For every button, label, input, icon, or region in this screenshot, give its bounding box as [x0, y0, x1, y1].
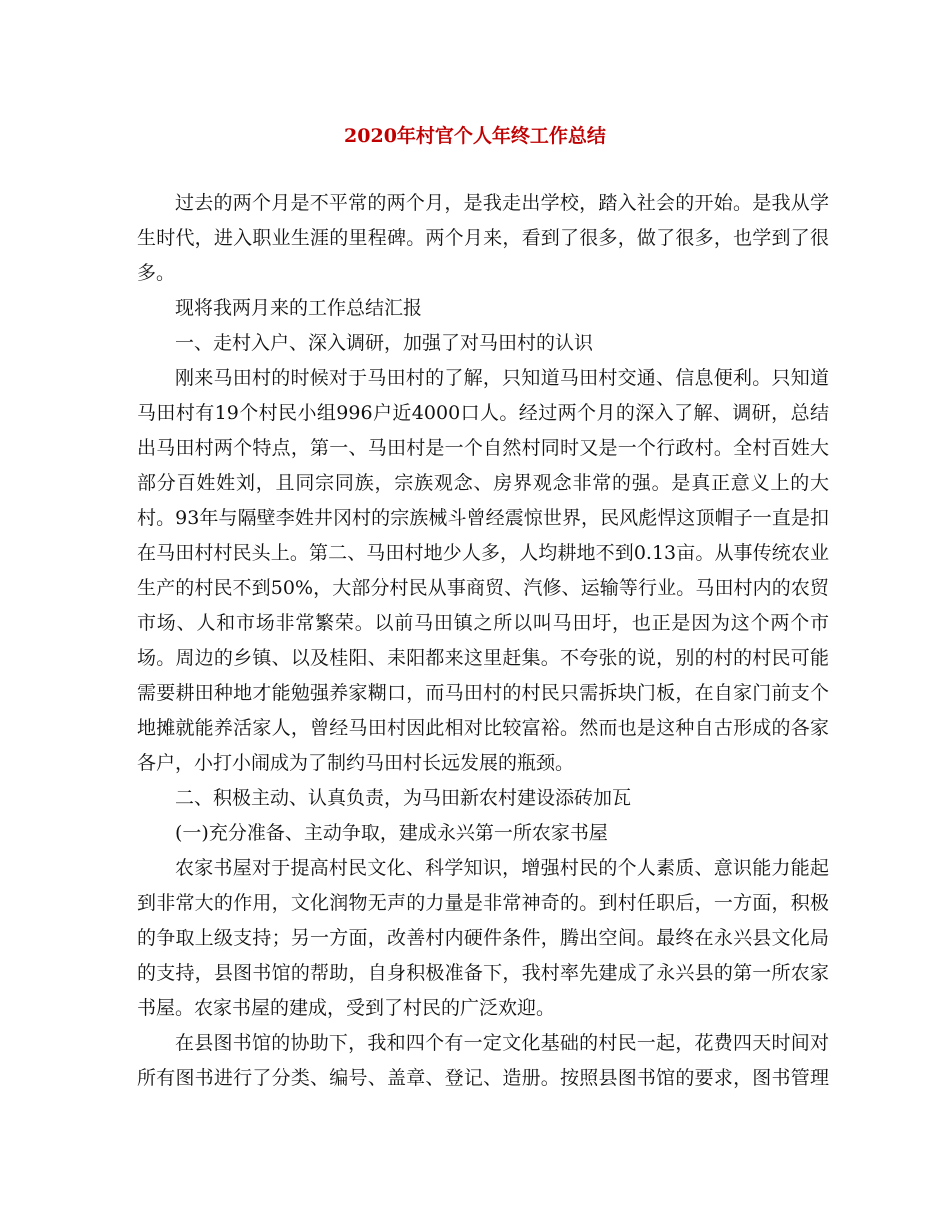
paragraph-library-setup: 在县图书馆的协助下，我和四个有一定文化基础的村民一起，花费四天时间对所有图书进行了分类、编号、盖章、登记、造册。按照县图书馆的要求，图书管理 [137, 1032, 829, 1089]
section-heading-1: 一、走村入户、深入调研，加强了对马田村的认识 [175, 332, 594, 354]
paragraph-intro: 过去的两个月是不平常的两个月，是我走出学校，踏入社会的开始。是我从学生时代，进入职业生涯的里程碑。两个月来，看到了很多，做了很多，也学到了很多。 [137, 192, 829, 284]
paragraph-library: 农家书屋对于提高村民文化、科学知识，增强村民的个人素质、意识能力能起到非常大的作用，文化润物无声的力量是非常神奇的。到村任职后，一方面，积极的争取上级支持；另一方面，改善村内硬件条件，腾出空间。最终在永兴县文化局的支持，县图书馆的帮助，自身积极准备下，我村率先建成了永兴县的第一所农家书屋。农家书屋的建成，受到了村民的广泛欢迎。 [137, 857, 829, 1019]
section-heading-2: 二、积极主动、认真负责，为马田新农村建设添砖加瓦 [175, 787, 632, 809]
paragraph-village-overview: 刚来马田村的时候对于马田村的了解，只知道马田村交通、信息便利。只知道马田村有19个村民小组996户近4000口人。经过两个月的深入了解、调研，总结出马田村两个特点，第一、马田村是一个自然村同时又是一个行政村。全村百姓大部分百姓姓刘，且同宗同族，宗族观念、房界观念非常的强。是真正意义上的大村。93年与隔壁李姓井冈村的宗族械斗曾经震惊世界，民风彪悍这顶帽子一直是扣在马田村村民头上。第二、马田村地少人多，人均耕地不到0.13亩。从事传统农业生产的村民不到50%，大部分村民从事商贸、汽修、运输等行业。马田村内的农贸市场、人和市场非常繁荣。以前马田镇之所以叫马田圩，也正是因为这个两个市场。周边的乡镇、以及桂阳、耒阳都来这里赶集。不夸张的说，别的村的村民可能需要耕田种地才能勉强养家糊口，而马田村的村民只需拆块门板，在自家门前支个地摊就能养活家人，曾经马田村因此相对比较富裕。然而也是这种自古形成的各家各户，小打小闹成为了制约马田村长远发展的瓶颈。 [137, 367, 829, 774]
document-body [137, 186, 829, 1096]
paragraph-report-lead: 现将我两月来的工作总结汇报 [175, 297, 423, 319]
document-title: 2020年村官个人年终工作总结 [344, 125, 606, 147]
subsection-heading-1: (一)充分准备、主动争取，建成永兴第一所农家书屋 [175, 822, 608, 844]
